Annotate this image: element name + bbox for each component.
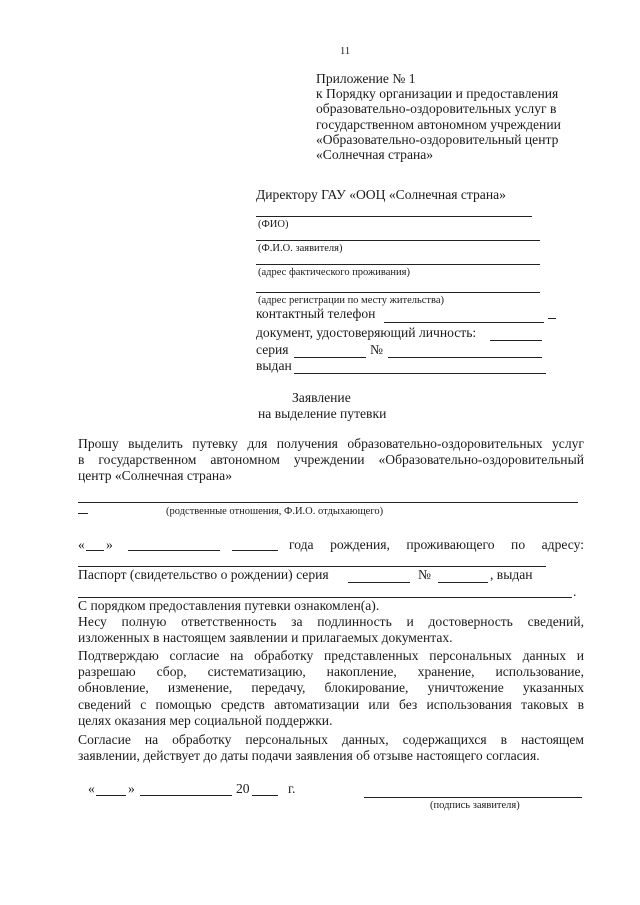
responsibility-line: изложенных в настоящем заявлении и прилагаемых документах.: [78, 630, 453, 646]
request-line: Прошу выделить путевку для получения образовательно-оздоровительных услуг: [78, 436, 584, 451]
document-subtitle: на выделение путевки: [258, 406, 387, 421]
validity-paragraph: [78, 732, 584, 764]
applicant-label: (Ф.И.О. заявителя): [258, 243, 343, 254]
series-field[interactable]: [294, 357, 366, 358]
document-title: Заявление: [292, 390, 351, 405]
request-line: в государственном автономном учреждении «Образовательно-оздоровительный: [78, 452, 584, 468]
relation-field[interactable]: [78, 502, 578, 503]
sign-year-suffix: г.: [288, 781, 296, 796]
birth-day-field[interactable]: [86, 550, 104, 551]
signature-label: (подпись заявителя): [430, 800, 520, 811]
actual-address-label: (адрес фактического проживания): [258, 267, 410, 278]
id-document-field[interactable]: [490, 340, 542, 341]
fio-field[interactable]: [256, 216, 532, 217]
consent-line: целях оказания мер социальной поддержки.: [78, 712, 333, 728]
birth-year-field[interactable]: [232, 550, 278, 551]
header-line: «Образовательно-оздоровительный центр: [316, 131, 559, 147]
sign-day-close: »: [128, 781, 135, 796]
issued-field[interactable]: [294, 373, 546, 374]
request-line: центр «Солнечная страна»: [78, 468, 232, 484]
header-line: к Порядку организации и предоставления: [316, 86, 559, 102]
registration-address-field[interactable]: [256, 292, 540, 293]
birth-text: года рождения, проживающего по адресу:: [289, 537, 584, 552]
number-sign: №: [370, 342, 383, 357]
passport-series-field[interactable]: [348, 582, 410, 583]
sign-day-open: «: [88, 781, 95, 796]
phone-field[interactable]: [384, 322, 544, 323]
consent-paragraph: [78, 648, 584, 729]
responsibility-line: Несу полную ответственность за подлинность и достоверность сведений,: [78, 614, 584, 629]
registration-address-label: (адрес регистрации по месту жительства): [258, 295, 444, 306]
responsibility-paragraph: [78, 614, 584, 646]
consent-line: сведений с помощью средств автоматизации или без использования таковых в: [78, 696, 584, 712]
birth-month-field[interactable]: [128, 550, 220, 551]
sign-day-field[interactable]: [96, 795, 126, 796]
addressee-to: Директору ГАУ «ООЦ «Солнечная страна»: [256, 187, 506, 202]
page-number: 11: [340, 46, 351, 57]
validity-line: заявлении, действует до даты подачи заявления об отзыве настоящего согласия.: [78, 748, 540, 764]
validity-line: Согласие на обработку персональных данных, содержащихся в настоящем: [78, 732, 584, 747]
sign-year-field[interactable]: [252, 795, 278, 796]
actual-address-field[interactable]: [256, 264, 540, 265]
relation-label: (родственные отношения, Ф.И.О. отдыхающего): [166, 506, 384, 517]
acquainted-statement: С порядком предоставления путевки ознакомлен(а).: [78, 598, 380, 613]
birth-day-open: «: [78, 537, 85, 552]
passport-number-sign: №: [418, 567, 431, 582]
consent-line: разрешаю сбор, систематизацию, накопление, хранение, использование,: [78, 664, 584, 680]
header-line: Приложение № 1: [316, 71, 416, 86]
series-label: серия: [256, 342, 289, 357]
header-line: «Солнечная страна»: [316, 147, 434, 163]
passport-label: Паспорт (свидетельство о рождении) серия: [78, 567, 329, 582]
birth-day-close: »: [106, 537, 113, 552]
id-document-label: документ, удостоверяющий личность:: [256, 325, 477, 340]
passport-number-field[interactable]: [438, 582, 488, 583]
consent-line: обновление, изменение, передачу, блокирование, уничтожение указанных: [78, 680, 584, 696]
issued-label: выдан: [256, 358, 292, 373]
number-field[interactable]: [388, 357, 542, 358]
header-line: государственном автономном учреждении: [316, 116, 561, 132]
request-paragraph: [78, 436, 584, 485]
fio-label: (ФИО): [258, 219, 289, 230]
header-line: образовательно-оздоровительных услуг в: [316, 101, 557, 117]
appendix-header: [316, 71, 561, 162]
phone-field-tail: [548, 318, 556, 319]
relation-field-dash: [78, 513, 88, 514]
passport-issued-text: , выдан: [490, 567, 533, 582]
signature-field[interactable]: [364, 797, 582, 798]
consent-line: Подтверждаю согласие на обработку представленных персональных данных и: [78, 648, 584, 663]
sign-year-prefix: 20: [236, 781, 250, 796]
sign-month-field[interactable]: [140, 795, 232, 796]
applicant-field[interactable]: [256, 240, 540, 241]
phone-label: контактный телефон: [256, 306, 376, 321]
passport-end-dot: .: [573, 584, 577, 599]
